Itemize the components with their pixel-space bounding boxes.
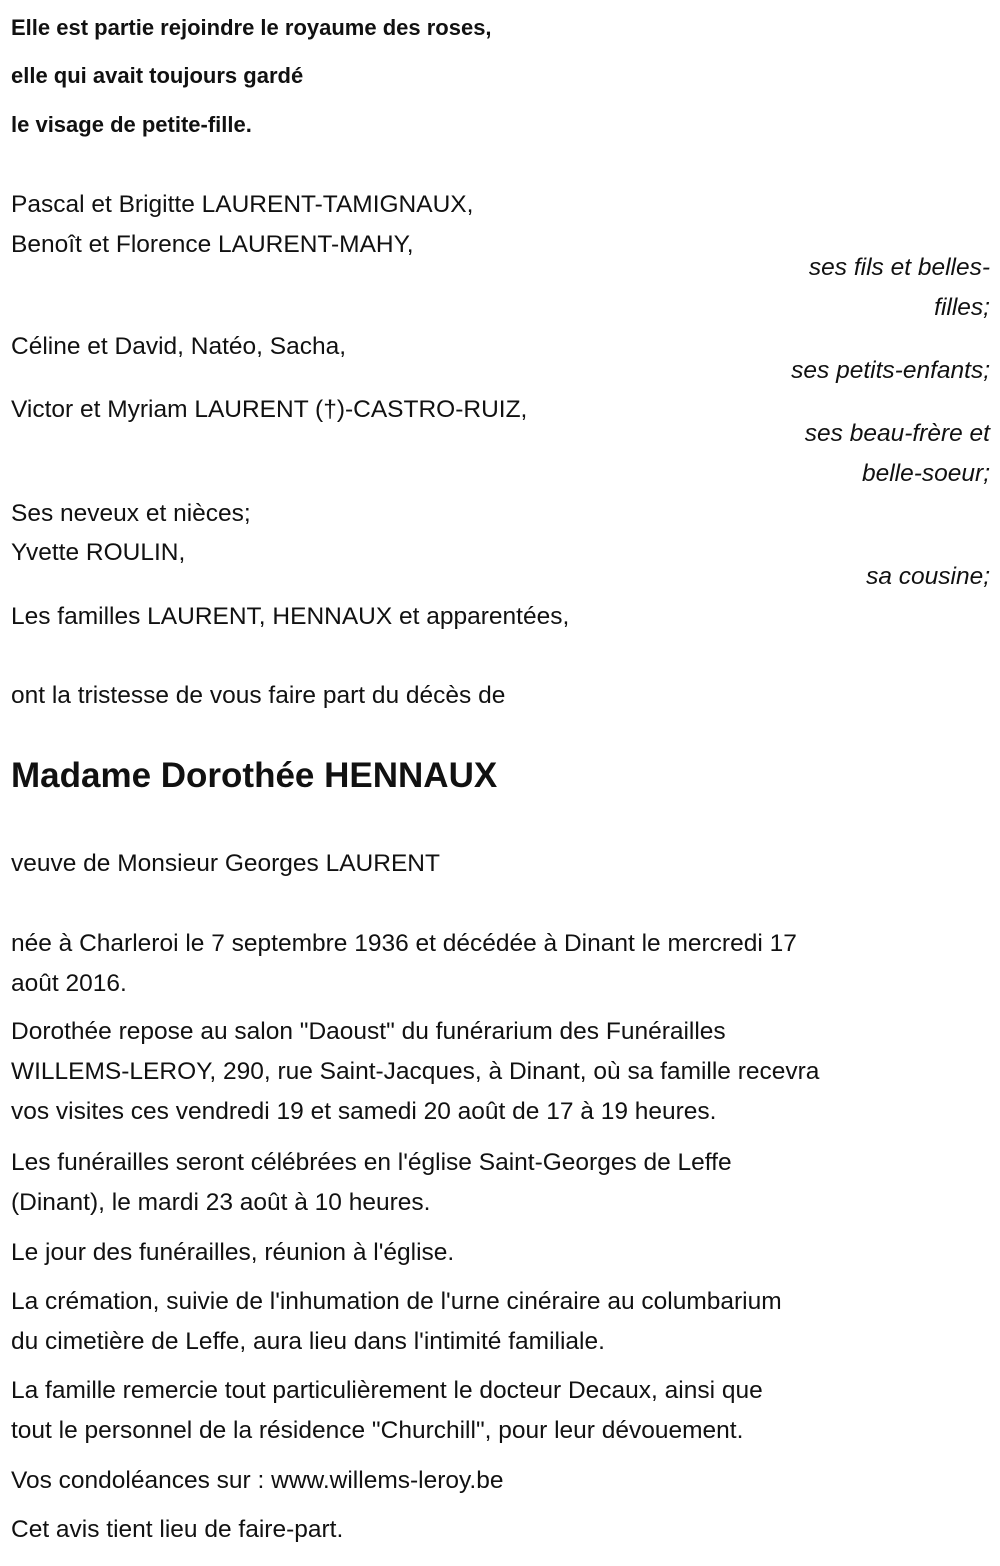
role-label: belle-soeur; [861, 460, 990, 487]
deceased-name: Madame Dorothée HENNAUX [11, 756, 498, 795]
family-sons: Pascal et Brigitte LAURENT-TAMIGNAUX, [11, 191, 474, 218]
paragraph-line: La famille remercie tout particulièrement le docteur Decaux, ainsi que [11, 1377, 763, 1404]
paragraph-line: Les funérailles seront célébrées en l'église Saint-Georges de Leffe [11, 1149, 732, 1176]
role-label: sa cousine; [866, 563, 990, 590]
widow-of: veuve de Monsieur Georges LAURENT [11, 850, 440, 877]
paragraph-line: du cimetière de Leffe, aura lieu dans l'intimité familiale. [11, 1328, 605, 1355]
role-label: ses beau-frère et [804, 420, 990, 447]
announcement: ont la tristesse de vous faire part du décès de [11, 682, 506, 709]
paragraph-line: WILLEMS-LEROY, 290, rue Saint-Jacques, à Dinant, où sa famille recevra [11, 1058, 820, 1085]
family-families: Les familles LAURENT, HENNAUX et apparentées, [11, 603, 570, 630]
paragraph-line: août 2016. [11, 970, 127, 997]
role-label: ses petits-enfants; [791, 357, 990, 384]
paragraph-line: La crémation, suivie de l'inhumation de l'urne cinéraire au columbarium [11, 1288, 782, 1315]
family-grandchildren: Céline et David, Natéo, Sacha, [11, 333, 347, 360]
paragraph-line: née à Charleroi le 7 septembre 1936 et décédée à Dinant le mercredi 17 [11, 930, 797, 957]
role-label: ses fils et belles- [808, 254, 990, 281]
paragraph-line: Dorothée repose au salon "Daoust" du funérarium des Funérailles [11, 1018, 726, 1045]
condolences-link[interactable]: Vos condoléances sur : www.willems-leroy.be [11, 1467, 504, 1494]
epigraph-line: elle qui avait toujours gardé [11, 63, 304, 88]
family-sons: Benoît et Florence LAURENT-MAHY, [11, 231, 414, 258]
paragraph-line: tout le personnel de la résidence "Churchill", pour leur dévouement. [11, 1417, 744, 1444]
family-inlaws: Victor et Myriam LAURENT (†)-CASTRO-RUIZ, [11, 396, 528, 423]
epigraph-line: le visage de petite-fille. [11, 112, 252, 137]
paragraph-line: Cet avis tient lieu de faire-part. [11, 1516, 344, 1543]
paragraph-line: (Dinant), le mardi 23 août à 10 heures. [11, 1189, 431, 1216]
family-nephews: Ses neveux et nièces; [11, 500, 251, 527]
paragraph-line: Le jour des funérailles, réunion à l'église. [11, 1239, 455, 1266]
paragraph-line: vos visites ces vendredi 19 et samedi 20 août de 17 à 19 heures. [11, 1098, 717, 1125]
family-cousin: Yvette ROULIN, [11, 539, 186, 566]
epigraph-line: Elle est partie rejoindre le royaume des roses, [11, 15, 492, 40]
role-label: filles; [934, 294, 990, 321]
